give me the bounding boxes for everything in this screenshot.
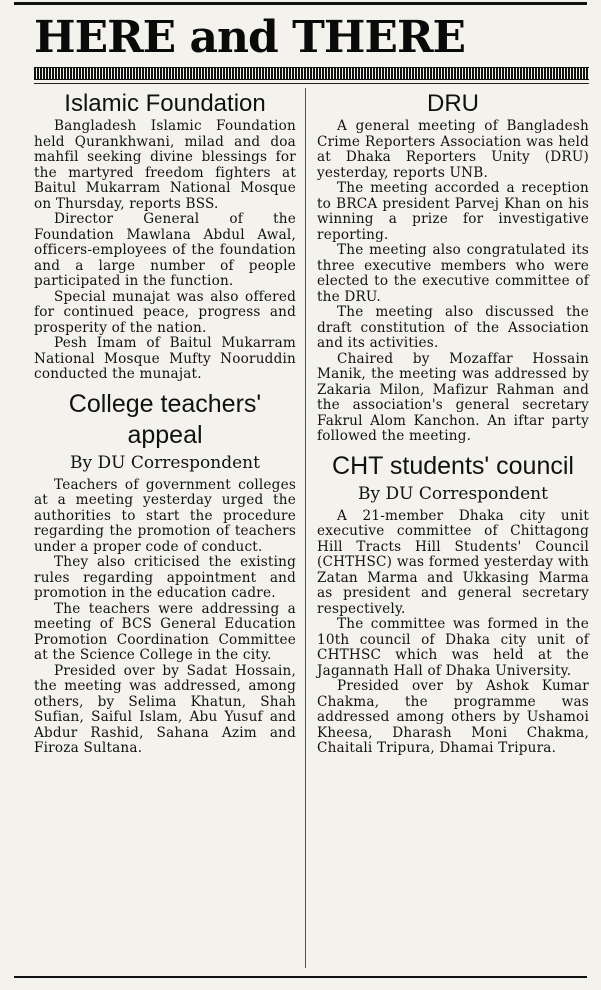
masthead: HERE and THERE (34, 12, 466, 63)
article-paragraph: The committee was formed in the 10th council of Dhaka city unit of CHTHSC which was held at the Jagannath Hall of Dhaka University. (317, 616, 589, 679)
article-paragraph: A 21-member Dhaka city unit executive committee of Chittagong Hill Tracts Hill Students' Council (CHTHSC) was formed yesterday with Zatan Marma and Ukkasing Marma as president and general secretary respectively. (317, 507, 589, 617)
article-headline-cht-students: CHT students' council (332, 451, 574, 480)
article-paragraph: They also criticised the existing rules regarding appointment and promotion in the education cadre. (34, 554, 296, 601)
article-byline: By DU Correspondent (358, 483, 548, 504)
article-paragraph: Presided over by Ashok Kumar Chakma, the programme was addressed among others by Ushamoi Kheesa, Dharash Moni Chakma, Chaitali Tripura, Dhamai Tripura. (317, 678, 589, 756)
article-paragraph: A general meeting of Bangladesh Crime Reporters Association was held at Dhaka Reporters Unity (DRU) yesterday, reports UNB. (317, 118, 589, 181)
left-column (34, 88, 296, 757)
bottom-rule (14, 976, 587, 978)
article-headline-islamic-foundation: Islamic Foundation (64, 90, 266, 117)
article-paragraph: Director General of the Foundation Mawlana Abdul Awal, officers-employees of the foundation and a large number of people participated in the function. (34, 211, 296, 289)
top-rule (14, 2, 587, 5)
right-column (317, 88, 589, 757)
article-paragraph: The meeting also discussed the draft constitution of the Association and its activities. (317, 304, 589, 351)
article-byline: By DU Correspondent (70, 452, 260, 473)
article-headline-college-teachers: College teachers' appeal (68, 389, 262, 449)
masthead-thin-rule (34, 83, 589, 84)
article-paragraph: Special munajat was also offered for continued peace, progress and prosperity of the nation. (34, 288, 296, 336)
column-divider (305, 88, 306, 968)
article-paragraph: The teachers were addressing a meeting of BCS General Education Promotion Coordination Committee at the Science College in the city. (34, 600, 296, 663)
article-paragraph: Bangladesh Islamic Foundation held Qurankhwani, milad and doa mahfil seeking divine blessings for the martyred freedom fighters at Baitul Mukarram National Mosque on Thursday, reports BSS. (34, 118, 296, 212)
masthead-hatch-rule (34, 67, 589, 80)
article-paragraph: Pesh Imam of Baitul Mukarram National Mosque Mufty Nooruddin conducted the munajat. (34, 335, 296, 382)
article-paragraph: Presided over by Sadat Hossain, the meeting was addressed, among others, by Selima Khatun, Shah Sufian, Saiful Islam, Abu Yusuf and Abdur Rashid, Sahana Azim and Firoza Sultana. (34, 662, 296, 756)
article-paragraph: The meeting also congratulated its three executive members who were elected to the executive committee of the DRU. (317, 242, 589, 305)
article-paragraph: Teachers of government colleges at a meeting yesterday urged the authorities to start the procedure regarding the promotion of teachers under a proper code of conduct. (34, 476, 296, 555)
article-paragraph: Chaired by Mozaffar Hossain Manik, the meeting was addressed by Zakaria Milon, Mafizur Rahman and the association's general secretary Fakrul Alom Kanchon. An iftar party followed the meeting. (317, 350, 589, 444)
article-headline-dru: DRU (427, 90, 479, 117)
article-paragraph: The meeting accorded a reception to BRCA president Parvej Khan on his winning a prize for investigative reporting. (317, 180, 589, 243)
